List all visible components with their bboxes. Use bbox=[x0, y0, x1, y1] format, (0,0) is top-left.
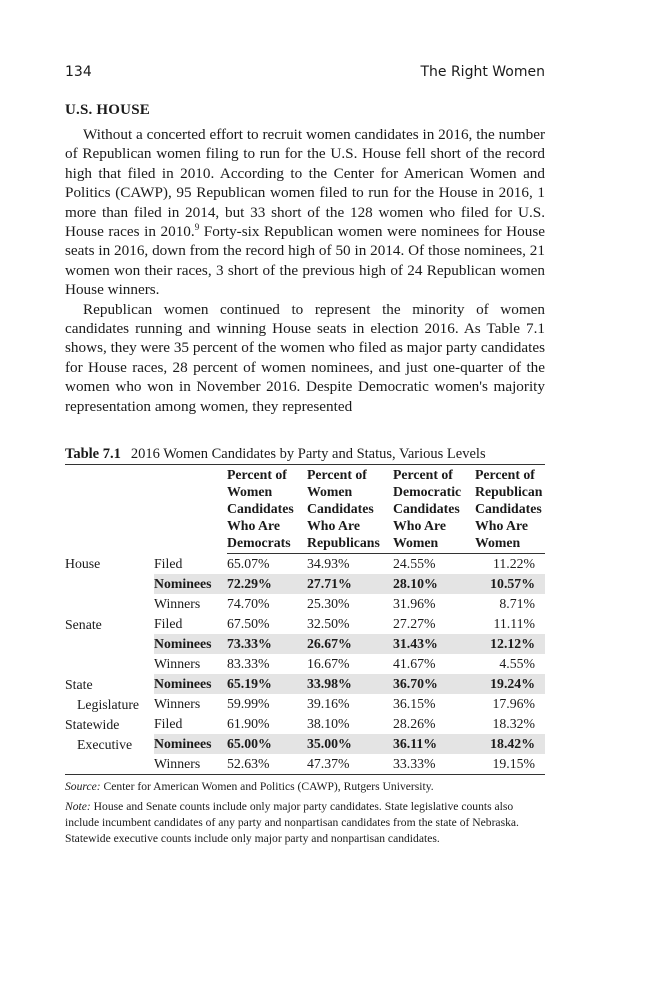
table-cell: 11.22% bbox=[492, 556, 535, 571]
table-row bbox=[65, 554, 545, 575]
table-cell: 28.10% bbox=[393, 574, 475, 594]
paragraph-1 bbox=[65, 125, 545, 300]
table-cell: 36.15% bbox=[393, 696, 436, 711]
table-cell: 19.15% bbox=[475, 754, 545, 775]
column-header: Percent of Women Candidates Who Are Democrats bbox=[227, 465, 307, 554]
table-cell: 31.43% bbox=[393, 634, 475, 654]
row-status: Filed bbox=[154, 716, 183, 731]
table-cell: 36.11% bbox=[393, 734, 475, 754]
table-cell: 28.26% bbox=[393, 716, 436, 731]
table-cell: 34.93% bbox=[307, 556, 350, 571]
row-level: House bbox=[65, 556, 101, 572]
table-cell: 8.71% bbox=[499, 596, 535, 611]
page-number: 134 bbox=[65, 64, 92, 80]
body-text bbox=[65, 125, 545, 416]
table-row bbox=[65, 694, 545, 714]
table-label: Table 7.1 bbox=[65, 446, 121, 462]
column-header: Percent of Republican Candidates Who Are Women bbox=[475, 465, 545, 554]
table-cell: 27.27% bbox=[393, 616, 436, 631]
table-cell: 65.19% bbox=[227, 674, 307, 694]
table-7-1 bbox=[65, 444, 545, 847]
table-cell: 26.67% bbox=[307, 634, 393, 654]
table-row bbox=[65, 594, 545, 614]
table-cell: 33.33% bbox=[393, 754, 475, 775]
paragraph-1-text: Without a concerted effort to recruit women candidates in 2016, the number of Republican women filing to run for the U.S. House fell short of the record high that filed in 2010. According to the Center for American Women and Politics (CAWP), 95 Republican women filed to run for the House in 2016, 1 more than filed in 2014, but 33 short of the 128 women who filed for U.S. House races in 2010. bbox=[65, 126, 545, 241]
footnote-ref-9[interactable]: 9 bbox=[194, 221, 200, 232]
row-status: Nominees bbox=[154, 674, 227, 694]
row-status: Winners bbox=[154, 754, 227, 775]
table-cell: 11.11% bbox=[493, 616, 535, 631]
table-cell: 38.10% bbox=[307, 716, 350, 731]
row-level: Legislature bbox=[77, 696, 140, 712]
table-cell: 18.42% bbox=[475, 734, 545, 754]
table-cell: 35.00% bbox=[307, 734, 393, 754]
row-status: Winners bbox=[154, 596, 201, 611]
table-source: Source: Center for American Women and Politics (CAWP), Rutgers University. bbox=[65, 780, 434, 793]
table-cell: 17.96% bbox=[492, 696, 535, 711]
row-level bbox=[65, 754, 154, 775]
table-row bbox=[65, 674, 545, 694]
table-cell: 47.37% bbox=[307, 754, 393, 775]
row-level bbox=[65, 594, 154, 614]
table-cell: 65.07% bbox=[227, 556, 270, 571]
table-cell: 16.67% bbox=[307, 656, 350, 671]
table-cell: 25.30% bbox=[307, 596, 350, 611]
table-row bbox=[65, 614, 545, 634]
table-row bbox=[65, 714, 545, 734]
row-status: Nominees bbox=[154, 634, 227, 654]
table-cell: 83.33% bbox=[227, 656, 270, 671]
table-header-row bbox=[65, 465, 545, 554]
row-level bbox=[65, 654, 154, 674]
row-level: Executive bbox=[77, 736, 133, 752]
table-cell: 73.33% bbox=[227, 634, 307, 654]
table-cell: 27.71% bbox=[307, 574, 393, 594]
table-cell: 36.70% bbox=[393, 674, 475, 694]
table-cell: 24.55% bbox=[393, 556, 436, 571]
table-note: Note: House and Senate counts include only major party candidates. State legislative counts also include incumbent candidates of any party and nonpartisan candidates from the state of Nebraska. Statewide executive counts include only major party and nonpartisan candidates. bbox=[65, 800, 519, 845]
table-cell: 72.29% bbox=[227, 574, 307, 594]
paragraph-1-text-cont: Forty-six Republican women were nominees for House seats in 2016, down from the record high of 50 in 2014. Of those nominees, 21 women won their races, 3 short of the previous high of 24 Republican women House winners. bbox=[65, 223, 545, 299]
column-header: Percent of Women Candidates Who Are Republicans bbox=[307, 465, 393, 554]
row-status: Nominees bbox=[154, 734, 227, 754]
running-title: The Right Women bbox=[420, 64, 545, 80]
table-cell: 61.90% bbox=[227, 716, 270, 731]
table-cell: 52.63% bbox=[227, 754, 307, 775]
table-cell: 31.96% bbox=[393, 596, 436, 611]
table-cell: 39.16% bbox=[307, 696, 350, 711]
row-level: State bbox=[65, 676, 93, 692]
row-level: Senate bbox=[65, 616, 102, 632]
table-caption bbox=[65, 444, 545, 464]
row-status: Nominees bbox=[154, 574, 227, 594]
table-cell: 4.55% bbox=[499, 656, 535, 671]
row-status: Filed bbox=[154, 555, 183, 571]
table-cell: 59.99% bbox=[227, 696, 270, 711]
table-cell: 41.67% bbox=[393, 656, 436, 671]
table-row bbox=[65, 654, 545, 674]
table-cell: 10.57% bbox=[475, 574, 545, 594]
running-header bbox=[65, 64, 545, 84]
section-title: U.S. HOUSE bbox=[65, 102, 150, 118]
paragraph-2: Republican women continued to represent the minority of women candidates running and winning House seats in election 2016. As Table 7.1 shows, they were 35 percent of the women who filed as major party candidates for House races, 28 percent of women nominees, and just one-quarter of the women who won in November 2016. Despite Democratic women's majority representation among women, they represented bbox=[65, 300, 545, 415]
table-row bbox=[65, 634, 545, 654]
table-cell: 33.98% bbox=[307, 674, 393, 694]
table-row bbox=[65, 754, 545, 775]
column-header: Percent of Democratic Candidates Who Are Women bbox=[393, 465, 475, 554]
row-level bbox=[65, 574, 154, 594]
table-cell: 19.24% bbox=[475, 674, 545, 694]
table-row bbox=[65, 734, 545, 754]
table-title: 2016 Women Candidates by Party and Status, Various Levels bbox=[130, 446, 486, 462]
row-level: Statewide bbox=[65, 716, 120, 732]
table-cell: 65.00% bbox=[227, 734, 307, 754]
table-cell: 74.70% bbox=[227, 596, 270, 611]
row-status: Filed bbox=[154, 616, 183, 631]
table-cell: 18.32% bbox=[492, 716, 535, 731]
row-status: Winners bbox=[154, 656, 201, 671]
table-cell: 32.50% bbox=[307, 616, 350, 631]
table-cell: 12.12% bbox=[475, 634, 545, 654]
table-cell: 67.50% bbox=[227, 616, 270, 631]
row-level bbox=[65, 634, 154, 654]
table-row bbox=[65, 574, 545, 594]
row-status: Winners bbox=[154, 696, 201, 711]
data-table bbox=[65, 465, 545, 775]
